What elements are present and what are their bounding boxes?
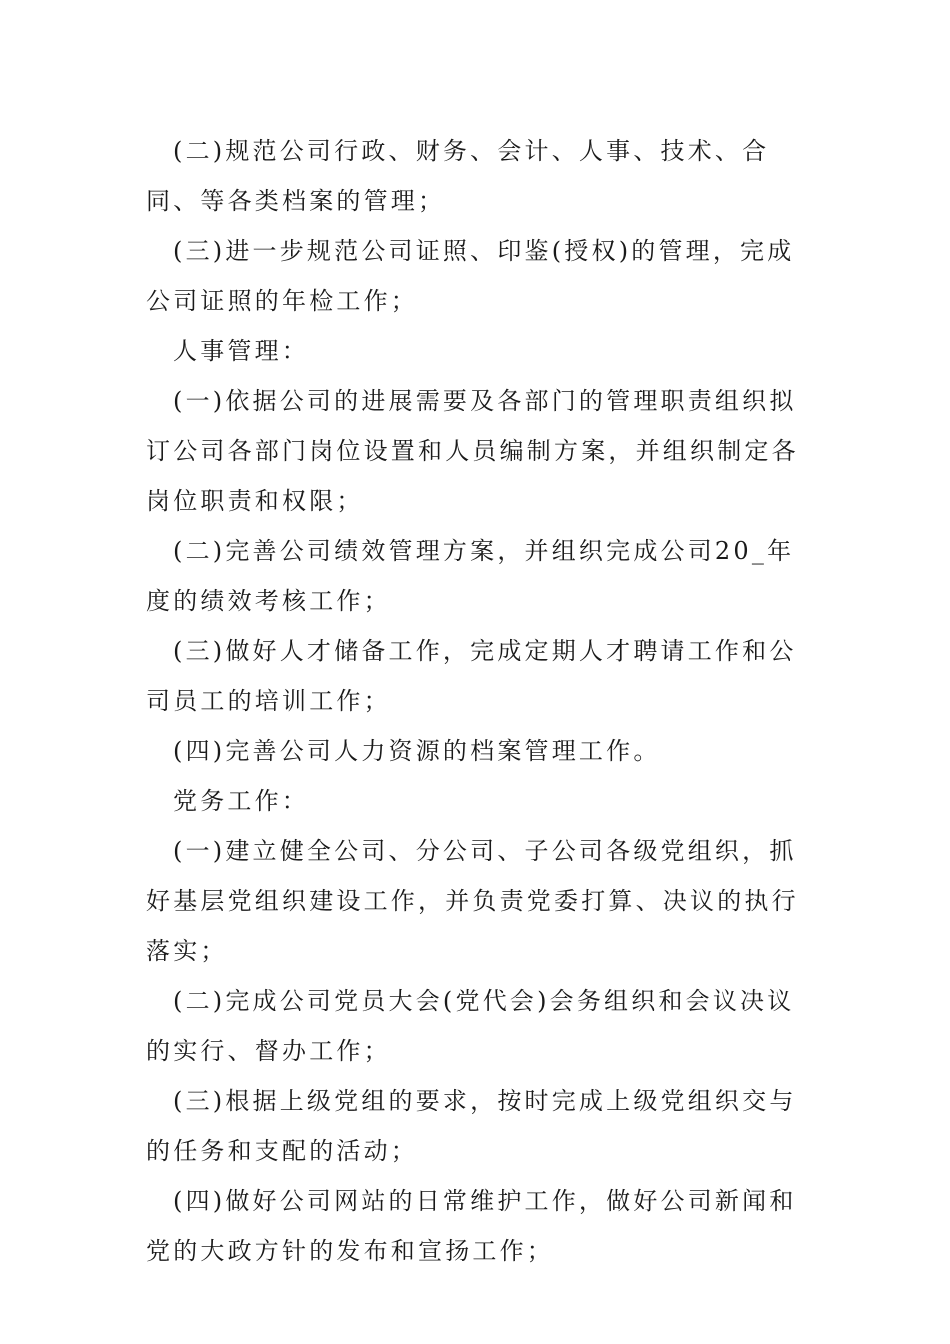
paragraph-performance: (二)完善公司绩效管理方案，并组织完成公司20_年度的绩效考核工作； [146, 537, 795, 615]
document-body [146, 126, 806, 1276]
paragraph-talent-reserve: (三)做好人才储备工作，完成定期人才聘请工作和公司员工的培训工作； [146, 637, 797, 715]
paragraph-hr-archive: (四)完善公司人力资源的档案管理工作。 [173, 737, 661, 765]
paragraph-superior-tasks: (三)根据上级党组的要求，按时完成上级党组织交与的任务和支配的活动； [146, 1087, 797, 1165]
paragraph-party-organization: (一)建立健全公司、分公司、子公司各级党组织，抓好基层党组织建设工作，并负责党委打算、决议的执行落实； [146, 837, 799, 965]
section-heading-party-work: 党务工作： [173, 787, 309, 815]
paragraph-post-setting: (一)依据公司的进展需要及各部门的管理职责组织拟订公司各部门岗位设置和人员编制方案，并组织制定各岗位职责和权限； [146, 387, 799, 515]
paragraph-party-congress: (二)完成公司党员大会(党代会)会务组织和会议决议的实行、督办工作； [146, 987, 795, 1065]
paragraph-archive-management: (二)规范公司行政、财务、会计、人事、技术、合同、等各类档案的管理； [146, 137, 770, 215]
section-heading-personnel: 人事管理： [173, 337, 309, 365]
paragraph-website-maintenance: (四)做好公司网站的日常维护工作，做好公司新闻和党的大政方针的发布和宣扬工作； [146, 1187, 797, 1265]
paragraph-license-seal-management: (三)进一步规范公司证照、印鉴(授权)的管理，完成公司证照的年检工作； [146, 237, 795, 315]
